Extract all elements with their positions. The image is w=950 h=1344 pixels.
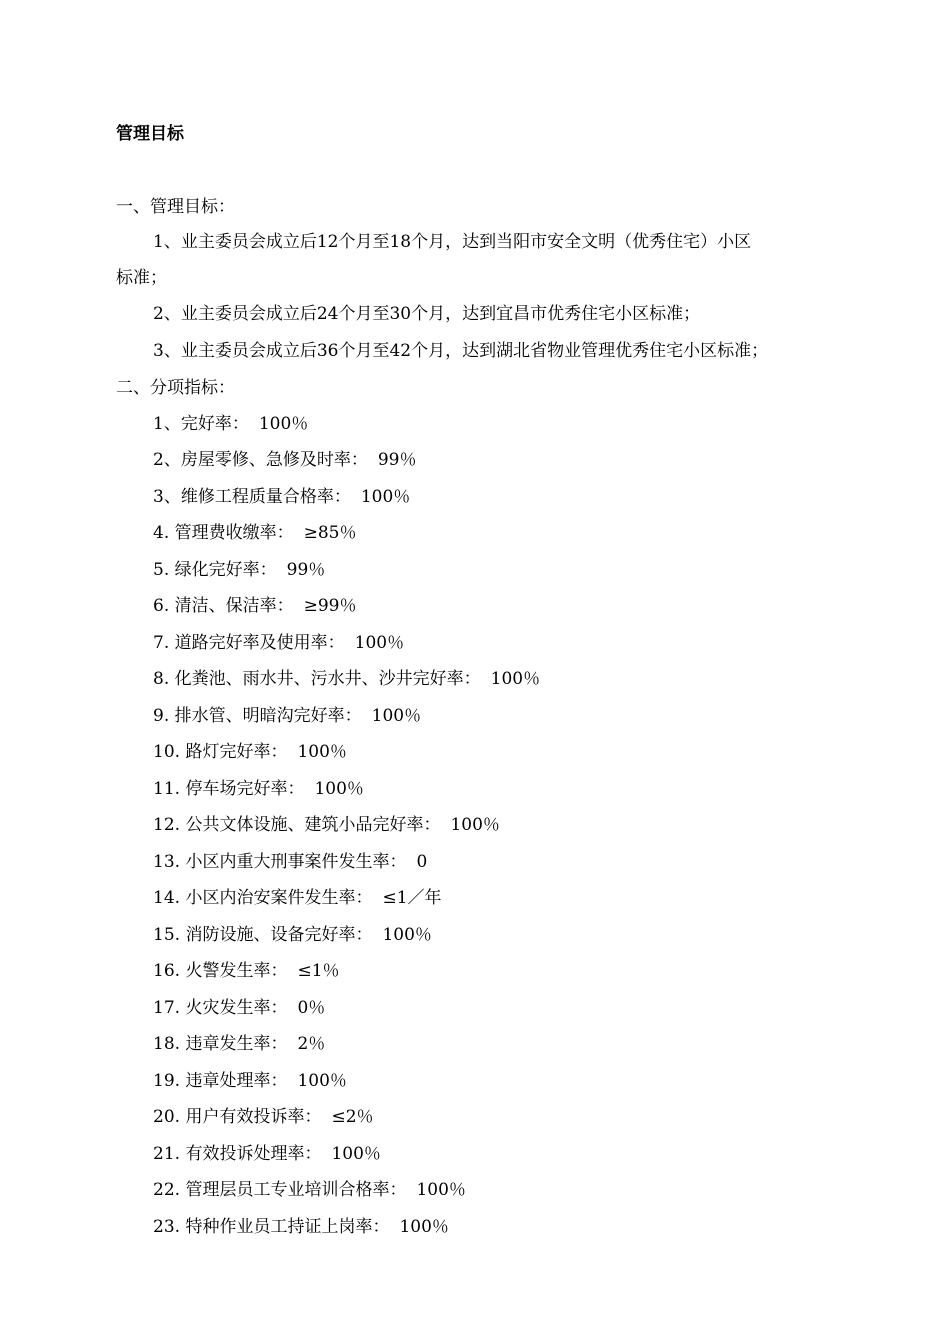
indicator-item xyxy=(153,850,427,874)
indicator-label: 6. 清洁、保洁率： xyxy=(153,596,294,616)
indicator-value: 0 xyxy=(416,852,428,872)
indicator-label: 22. 管理层员工专业培训合格率： xyxy=(153,1180,407,1200)
indicator-item xyxy=(153,412,308,436)
indicator-value: 100％ xyxy=(450,815,500,835)
indicator-value: ≤1／年 xyxy=(382,888,442,908)
indicator-label: 20. 用户有效投诉率： xyxy=(153,1107,322,1127)
indicator-label: 13. 小区内重大刑事案件发生率： xyxy=(153,852,407,872)
indicator-value: 100％ xyxy=(360,487,411,507)
indicator-label: 11. 停车场完好率： xyxy=(153,779,305,799)
indicator-item xyxy=(153,704,421,728)
section-heading-indicators: 二、分项指标： xyxy=(116,378,235,398)
indicator-item xyxy=(153,1069,347,1093)
indicator-item xyxy=(153,740,347,764)
indicator-label: 16. 火警发生率： xyxy=(153,961,288,981)
indicator-value: ≤1％ xyxy=(297,961,340,981)
indicator-label: 8. 化粪池、雨水井、污水井、沙井完好率： xyxy=(153,669,481,689)
indicator-value: ≤2％ xyxy=(331,1107,374,1127)
indicator-value: ≥99％ xyxy=(303,596,357,616)
indicator-label: 10. 路灯完好率： xyxy=(153,742,288,762)
indicator-item xyxy=(153,813,500,837)
goal-item-1-continued: 标准； xyxy=(116,268,167,288)
indicator-item xyxy=(153,996,325,1020)
indicator-item xyxy=(153,558,325,582)
indicator-item xyxy=(153,485,410,509)
indicator-label: 15. 消防设施、设备完好率： xyxy=(153,925,373,945)
goal-item-2: 2、业主委员会成立后24个月至30个月，达到宜昌市优秀住宅小区标准； xyxy=(153,304,701,324)
indicator-label: 17. 火灾发生率： xyxy=(153,998,288,1018)
section-heading-management-goals: 一、管理目标： xyxy=(116,197,235,217)
indicator-item xyxy=(153,1178,466,1202)
goal-item-1: 1、业主委员会成立后12个月至18个月，达到当阳市安全文明（优秀住宅）小区 xyxy=(153,232,752,252)
indicator-label: 19. 违章处理率： xyxy=(153,1071,288,1091)
indicator-label: 7. 道路完好率及使用率： xyxy=(153,633,345,653)
indicator-item xyxy=(153,886,442,910)
indicator-value: 100％ xyxy=(314,779,364,799)
indicator-label: 5. 绿化完好率： xyxy=(153,560,277,580)
indicator-item xyxy=(153,631,404,655)
indicator-item xyxy=(153,448,416,472)
indicator-item xyxy=(153,1105,374,1129)
indicator-value: 0％ xyxy=(297,998,326,1018)
indicator-label: 1、完好率： xyxy=(153,414,249,434)
indicator-label: 21. 有效投诉处理率： xyxy=(153,1144,322,1164)
indicator-item xyxy=(153,777,364,801)
indicator-value: 99％ xyxy=(377,450,417,470)
indicator-item xyxy=(153,521,357,545)
indicator-value: ≥85％ xyxy=(303,523,357,543)
goal-item-3: 3、业主委员会成立后36个月至42个月，达到湖北省物业管理优秀住宅小区标准； xyxy=(153,341,769,361)
indicator-label: 12. 公共文体设施、建筑小品完好率： xyxy=(153,815,441,835)
indicator-item xyxy=(153,923,432,947)
indicator-value: 99％ xyxy=(286,560,326,580)
indicator-value: 2％ xyxy=(297,1034,326,1054)
indicator-item xyxy=(153,1032,325,1056)
indicator-label: 2、房屋零修、急修及时率： xyxy=(153,450,368,470)
page-title: 管理目标 xyxy=(116,124,184,144)
indicator-label: 14. 小区内治安案件发生率： xyxy=(153,888,373,908)
indicator-value: 100％ xyxy=(331,1144,381,1164)
indicator-value: 100％ xyxy=(297,742,347,762)
indicator-value: 100％ xyxy=(258,414,309,434)
indicator-label: 9. 排水管、明暗沟完好率： xyxy=(153,706,362,726)
indicator-label: 18. 违章发生率： xyxy=(153,1034,288,1054)
indicator-item xyxy=(153,1215,449,1239)
indicator-value: 100％ xyxy=(416,1180,466,1200)
indicator-item xyxy=(153,594,357,618)
indicator-item xyxy=(153,959,340,983)
indicator-item xyxy=(153,1142,381,1166)
indicator-value: 100％ xyxy=(354,633,405,653)
indicator-value: 100％ xyxy=(490,669,541,689)
indicator-value: 100％ xyxy=(371,706,422,726)
indicator-label: 3、维修工程质量合格率： xyxy=(153,487,351,507)
indicator-value: 100％ xyxy=(297,1071,347,1091)
indicator-value: 100％ xyxy=(382,925,432,945)
indicator-item xyxy=(153,667,540,691)
indicator-label: 4. 管理费收缴率： xyxy=(153,523,294,543)
indicator-label: 23. 特种作业员工持证上岗率： xyxy=(153,1217,390,1237)
indicator-value: 100％ xyxy=(399,1217,449,1237)
